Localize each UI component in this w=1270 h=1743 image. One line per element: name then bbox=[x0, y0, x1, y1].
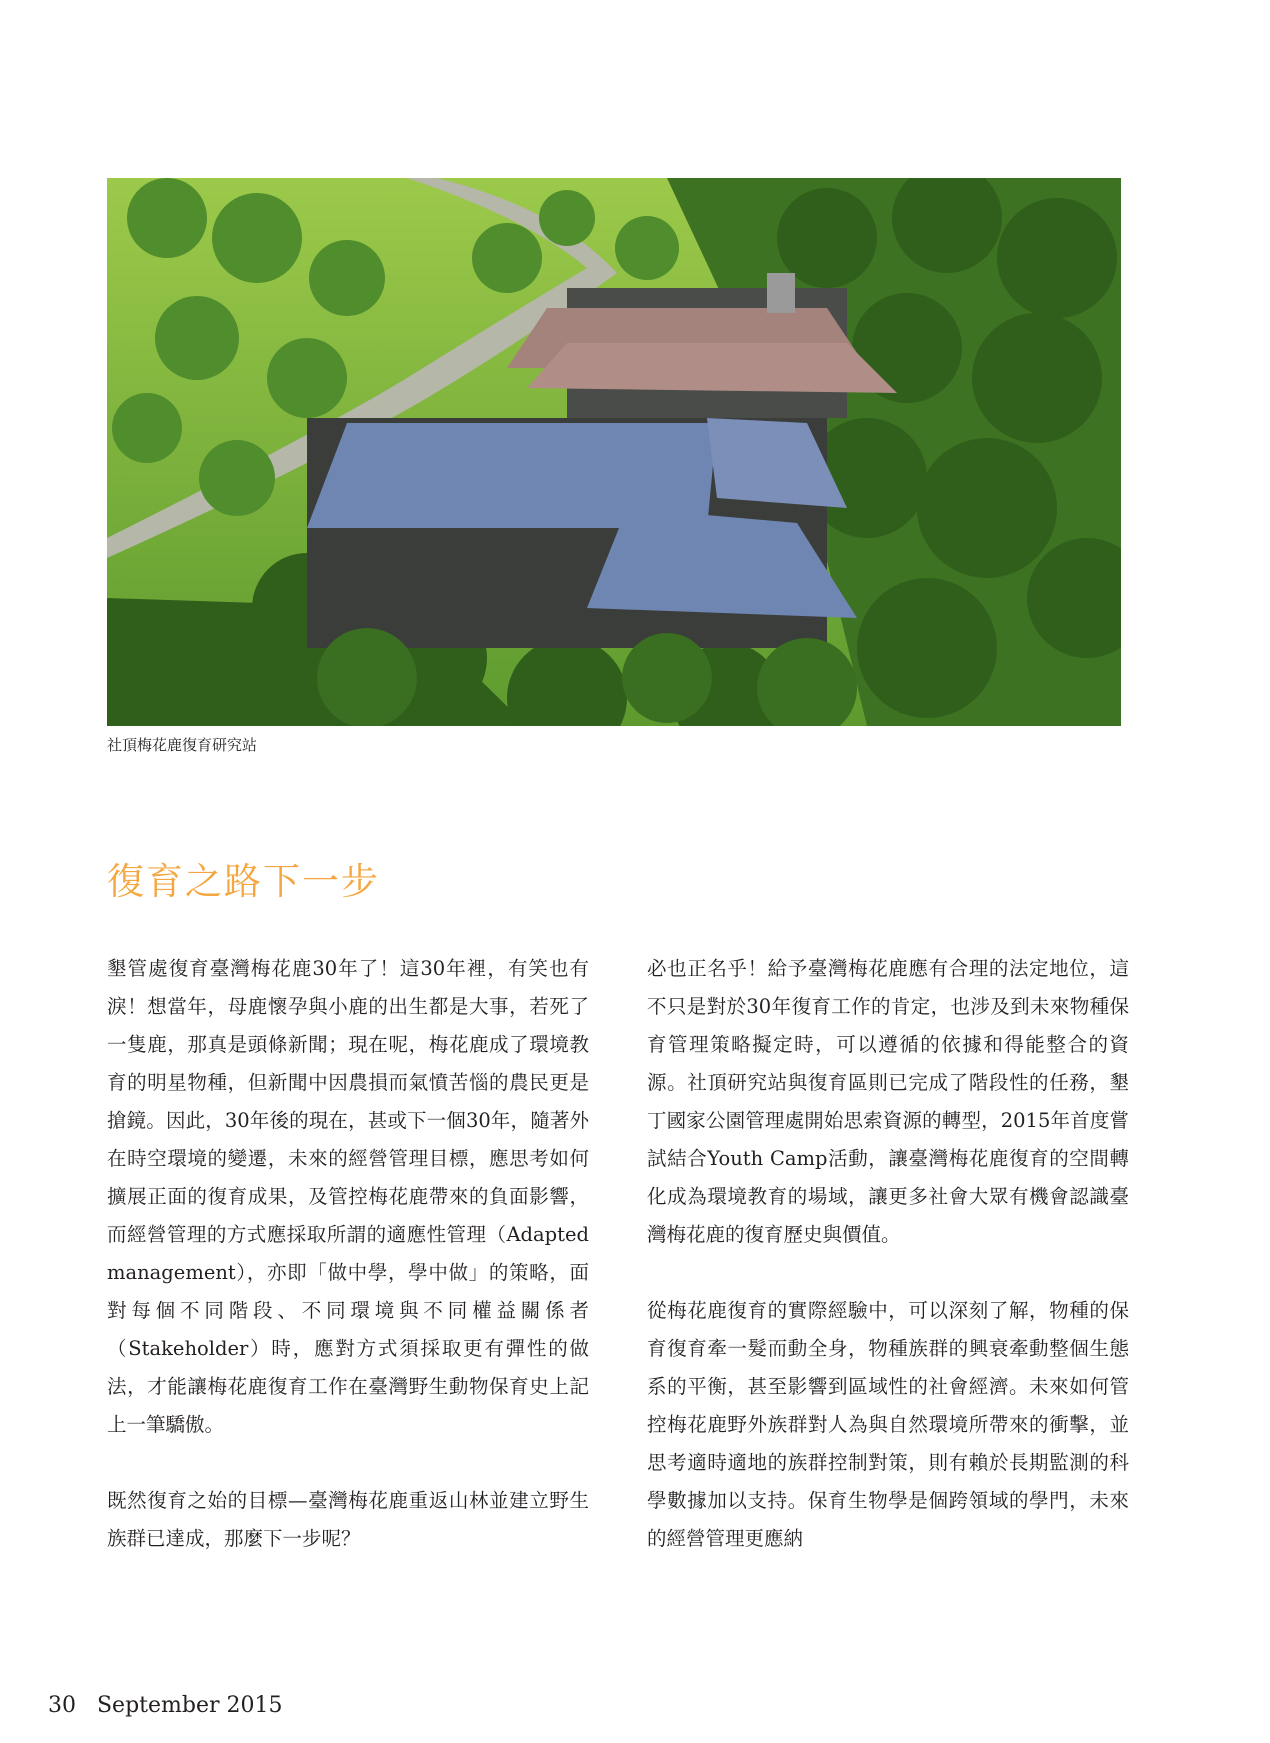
station-photo bbox=[107, 178, 1121, 726]
photo-caption: 社頂梅花鹿復育研究站 bbox=[107, 736, 258, 754]
paragraph: 必也正名乎！給予臺灣梅花鹿應有合理的法定地位，這不只是對於30年復育工作的肯定，也涉及到未來物種保育管理策略擬定時，可以遵循的依據和得能整合的資源。社頂研究站與復育區則已完成了階段性的任務，墾丁國家公園管理處開始思索資源的轉型，2015年首度嘗試結合Youth Camp活動，讓臺灣梅花鹿復育的空間轉化成為環境教育的場域，讓更多社會大眾有機會認識臺灣梅花鹿的復育歷史與價值。 bbox=[647, 957, 1129, 1246]
article-left-column bbox=[107, 950, 589, 1558]
section-heading: 復育之路下一步 bbox=[107, 860, 380, 903]
paragraph: 墾管處復育臺灣梅花鹿30年了！這30年裡，有笑也有淚！想當年，母鹿懷孕與小鹿的出生都是大事，若死了一隻鹿，那真是頭條新聞；現在呢，梅花鹿成了環境教育的明星物種，但新聞中因農損而氣憤苦惱的農民更是搶鏡。因此，30年後的現在，甚或下一個30年，隨著外在時空環境的變遷，未來的經營管理目標，應思考如何擴展正面的復育成果，及管控梅花鹿帶來的負面影響，而經營管理的方式應採取所謂的適應性管理（Adapted management），亦即「做中學，學中做」的策略，面對每個不同階段、不同環境與不同權益關係者（Stakeholder）時，應對方式須採取更有彈性的做法，才能讓梅花鹿復育工作在臺灣野生動物保育史上記上一筆驕傲。 bbox=[107, 957, 589, 1436]
page-number: 30 bbox=[48, 1693, 76, 1718]
page-footer bbox=[48, 1692, 548, 1720]
paragraph: 從梅花鹿復育的實際經驗中，可以深刻了解，物種的保育復育牽一髮而動全身，物種族群的興衰牽動整個生態系的平衡，甚至影響到區域性的社會經濟。未來如何管控梅花鹿野外族群對人為與自然環境所帶來的衝擊，並思考適時適地的族群控制對策，則有賴於長期監測的科學數據加以支持。保育生物學是個跨領域的學門，未來的經營管理更應納 bbox=[647, 1299, 1129, 1550]
paragraph: 既然復育之始的目標—臺灣梅花鹿重返山林並建立野生族群已達成，那麼下一步呢？ bbox=[107, 1489, 589, 1550]
station-photo-illustration bbox=[107, 178, 1121, 726]
issue-date: September 2015 bbox=[96, 1693, 283, 1718]
article-right-column bbox=[647, 950, 1129, 1558]
